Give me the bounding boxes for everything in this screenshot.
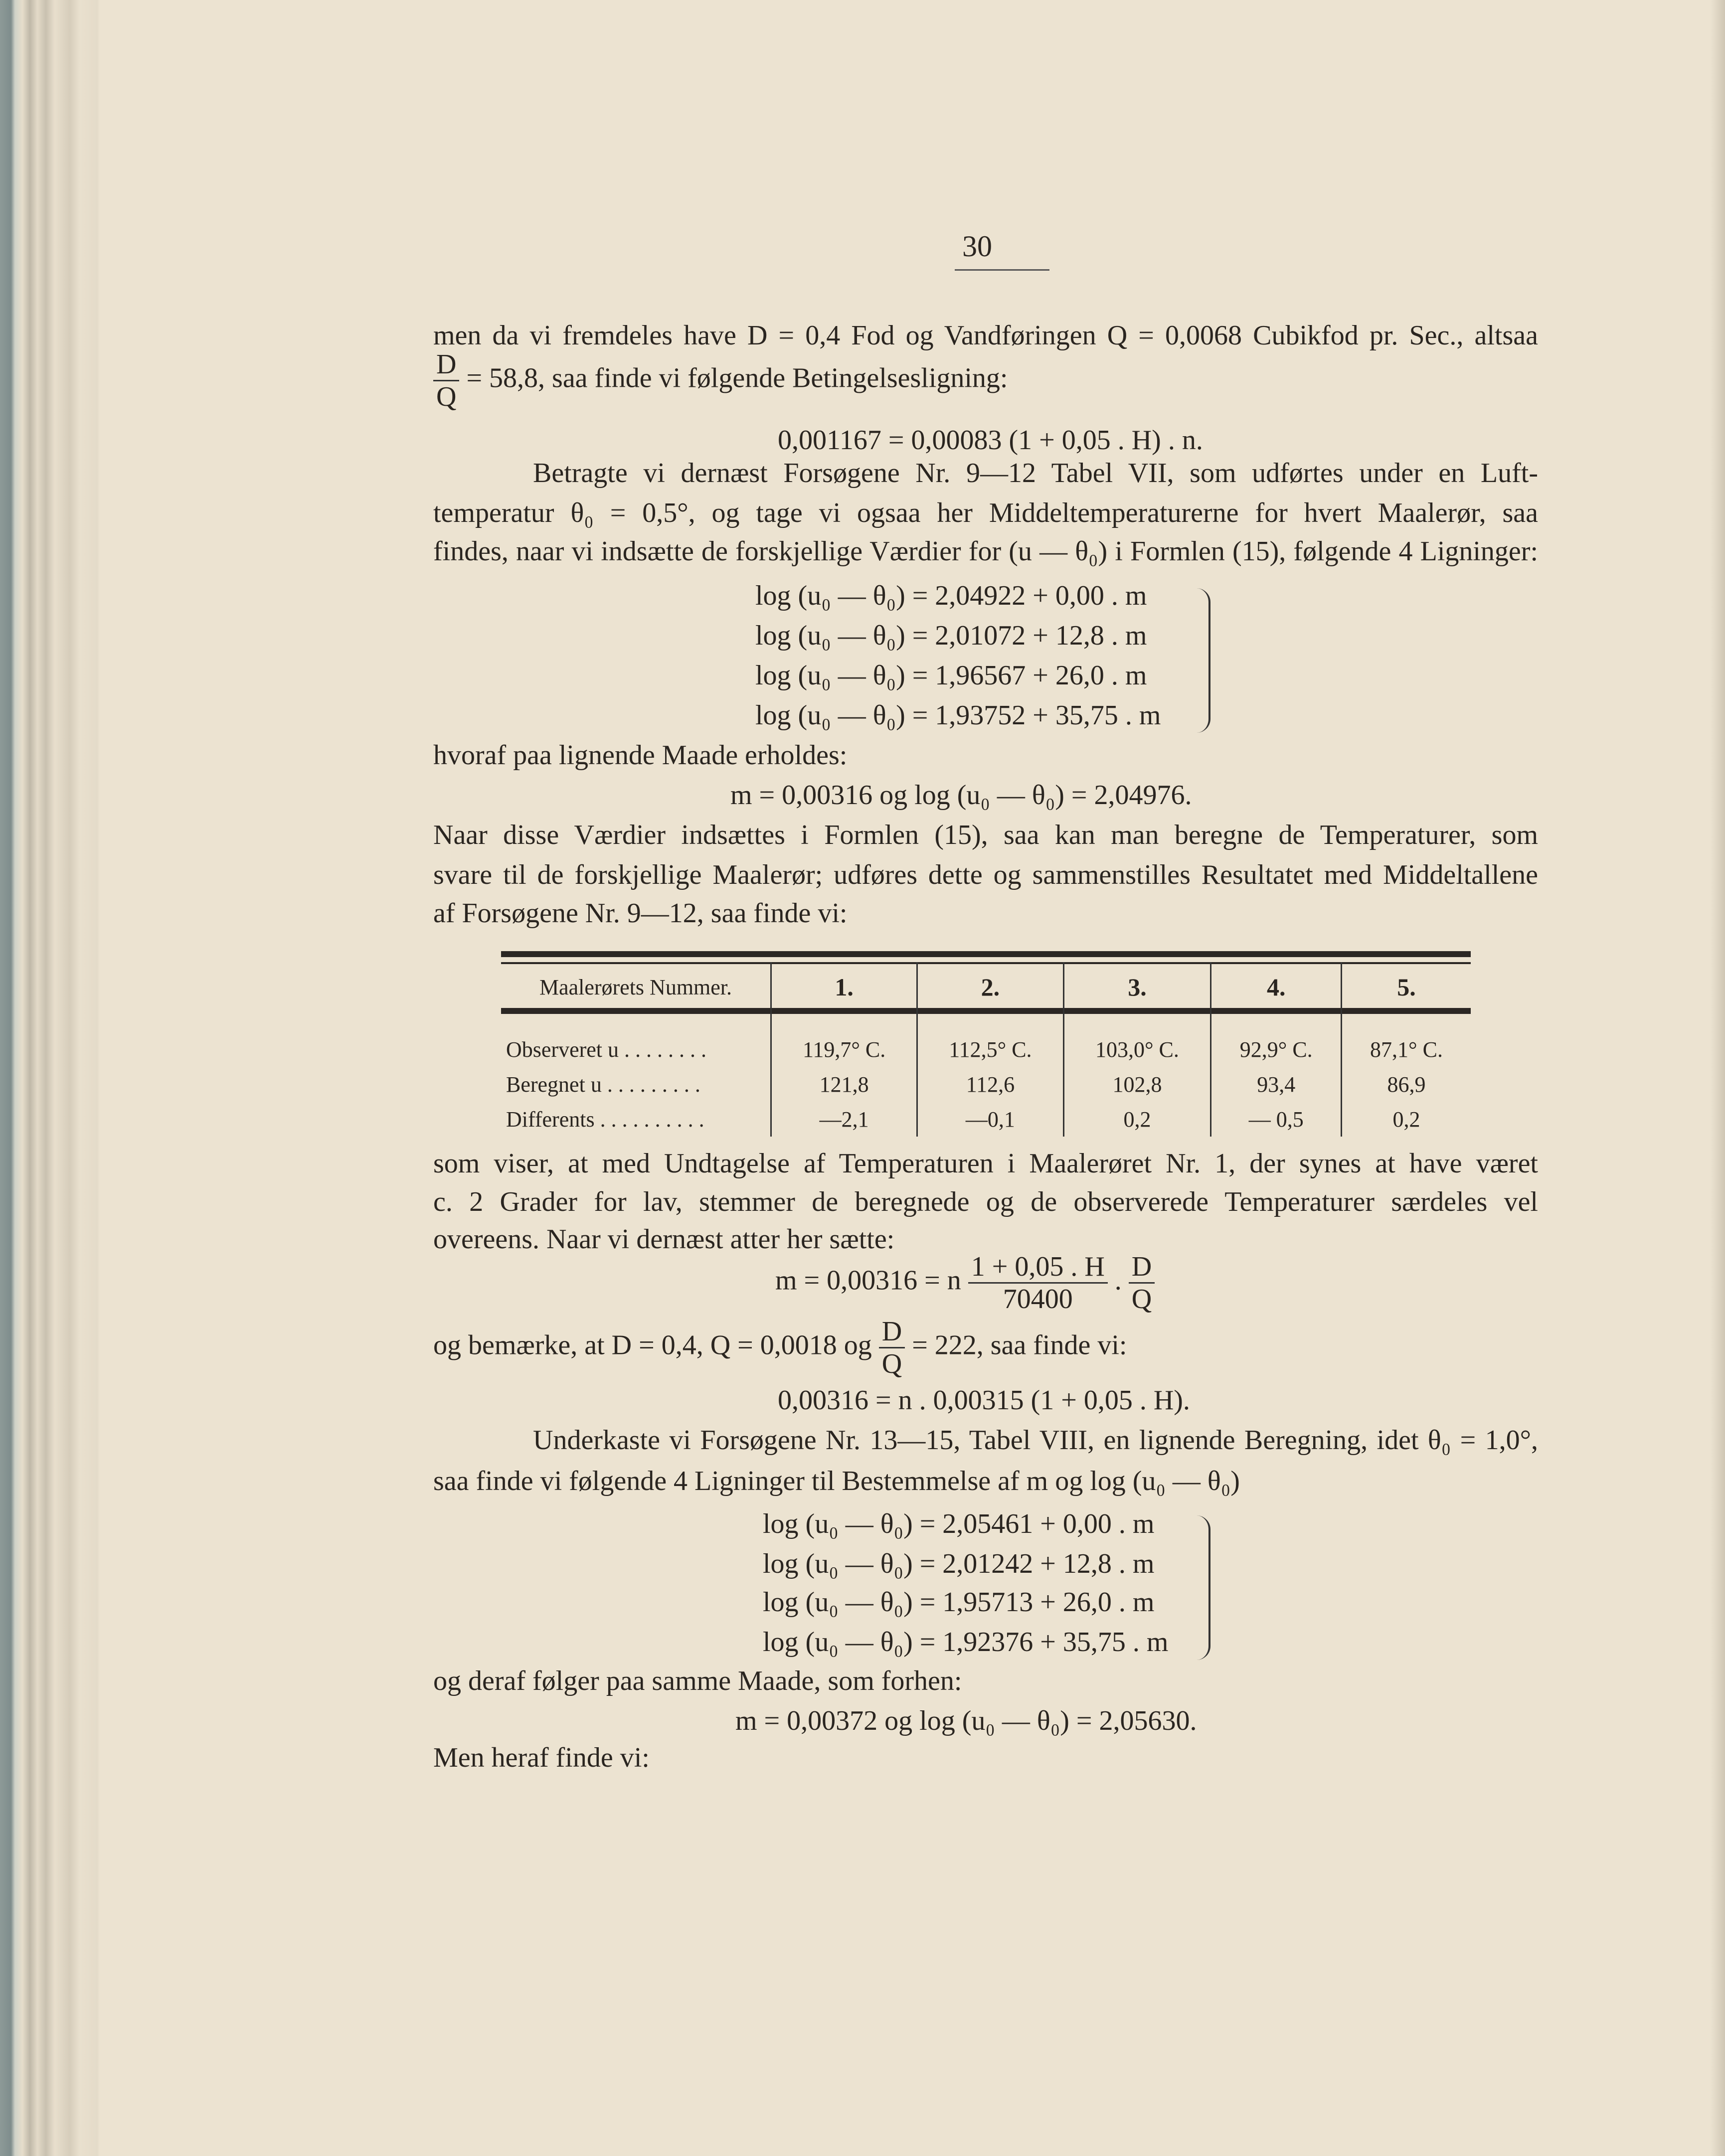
- equation: 0,001167 = 0,00083 (1 + 0,05 . H) . n.: [778, 425, 1203, 456]
- text-line: svare til de forskjellige Maalerør; udføres dette og sammenstilles Resultatet med Middeltallene: [433, 859, 1538, 890]
- numerator: D: [879, 1316, 905, 1348]
- text-line: og deraf følger paa samme Maade, som forhen:: [433, 1665, 962, 1696]
- header-cell: 3.: [1063, 962, 1211, 1012]
- numerator: 1 + 0,05 . H: [968, 1251, 1108, 1284]
- equation: m = 0,00316 og log (u₀ — θ₀) = 2,04976.: [730, 780, 1192, 811]
- cell: 112,6: [917, 1067, 1063, 1102]
- equation: m = 0,00372 og log (u₀ — θ₀) = 2,05630.: [735, 1705, 1197, 1736]
- row-label: Differents . . . . . . . . . .: [506, 1107, 704, 1132]
- header-cell: 4.: [1211, 962, 1342, 1012]
- cell: —2,1: [771, 1102, 917, 1137]
- equation: log (u₀ — θ₀) = 2,01242 + 12,8 . m: [763, 1548, 1155, 1579]
- equation: log (u₀ — θ₀) = 1,93752 + 35,75 . m: [755, 700, 1161, 731]
- cell: 119,7° C.: [771, 1012, 917, 1067]
- text-line: Men heraf finde vi:: [433, 1742, 650, 1773]
- fraction-line: [433, 1316, 1127, 1379]
- cell: 112,5° C.: [917, 1012, 1063, 1067]
- table-row: [501, 1102, 1471, 1137]
- text-line: saa finde vi følgende 4 Ligninger til Bestemmelse af m og log (u₀ — θ₀): [433, 1466, 1240, 1496]
- header-cell: 1.: [771, 962, 917, 1012]
- table-rule: [501, 951, 1471, 957]
- text: og bemærke, at D = 0,4, Q = 0,0018 og: [433, 1329, 872, 1361]
- denominator: 70400: [1003, 1284, 1073, 1315]
- cell: — 0,5: [1211, 1102, 1342, 1137]
- table-header-row: [501, 962, 1471, 1012]
- page-number: 30: [962, 230, 992, 263]
- fraction: [968, 1251, 1108, 1315]
- text-line: c. 2 Grader for lav, stemmer de beregnede og de observerede Temperaturer særdeles vel: [433, 1186, 1538, 1217]
- equation: log (u₀ — θ₀) = 2,04922 + 0,00 . m: [755, 580, 1147, 611]
- cell: 86,9: [1342, 1067, 1471, 1102]
- equation: log (u₀ — θ₀) = 1,96567 + 26,0 . m: [755, 660, 1147, 691]
- text: = 58,8, saa finde vi følgende Betingelsesligning:: [466, 362, 1008, 394]
- equation: log (u₀ — θ₀) = 1,92376 + 35,75 . m: [763, 1627, 1169, 1658]
- brace: [1197, 1515, 1210, 1660]
- numerator: D: [1129, 1251, 1155, 1284]
- cell: 93,4: [1211, 1067, 1342, 1102]
- equation: log (u₀ — θ₀) = 2,01072 + 12,8 . m: [755, 620, 1147, 651]
- text-line: som viser, at med Undtagelse af Temperaturen i Maalerøret Nr. 1, der synes at have været: [433, 1148, 1538, 1179]
- denominator: Q: [436, 381, 457, 412]
- fraction-equation: [775, 1251, 1155, 1315]
- text-line: Underkaste vi Forsøgene Nr. 13—15, Tabel VIII, en lignende Beregning, idet θ₀ = 1,0°,: [533, 1425, 1538, 1456]
- page-number-rule: [955, 269, 1049, 271]
- fraction-d-over-q: [879, 1316, 905, 1379]
- cell: 0,2: [1063, 1102, 1211, 1137]
- denominator: Q: [881, 1348, 902, 1379]
- fraction-d-over-q: [1129, 1251, 1155, 1315]
- cell: 102,8: [1063, 1067, 1211, 1102]
- text-line: men da vi fremdeles have D = 0,4 Fod og Vandføringen Q = 0,0068 Cubikfod pr. Sec., altsaa: [433, 320, 1538, 351]
- denominator: Q: [1131, 1284, 1152, 1315]
- text: m = 0,00316 = n: [775, 1265, 961, 1296]
- text-line: Betragte vi dernæst Forsøgene Nr. 9—12 Tabel VII, som udførtes under en Luft-: [533, 458, 1538, 489]
- cell: —0,1: [917, 1102, 1063, 1137]
- text-line: hvoraf paa lignende Maade erholdes:: [433, 740, 848, 771]
- row-label: Beregnet u . . . . . . . . .: [506, 1072, 700, 1097]
- cell: 121,8: [771, 1067, 917, 1102]
- fraction-d-over-q: [433, 349, 459, 412]
- cell: 92,9° C.: [1211, 1012, 1342, 1067]
- cell: 87,1° C.: [1342, 1012, 1471, 1067]
- text: = 222, saa finde vi:: [912, 1329, 1127, 1361]
- cell: 103,0° C.: [1063, 1012, 1211, 1067]
- brace: [1197, 588, 1210, 733]
- text-line: findes, naar vi indsætte de forskjellige Værdier for (u — θ₀) i Formlen (15), følgende 4 Ligninger:: [433, 536, 1538, 567]
- equation: log (u₀ — θ₀) = 2,05461 + 0,00 . m: [763, 1508, 1155, 1539]
- cell: 0,2: [1342, 1102, 1471, 1137]
- equation: log (u₀ — θ₀) = 1,95713 + 26,0 . m: [763, 1587, 1155, 1618]
- text: .: [1114, 1265, 1122, 1296]
- row-label: Observeret u . . . . . . . .: [506, 1037, 707, 1062]
- measurement-table: [501, 962, 1471, 1137]
- text-line: overeens. Naar vi dernæst atter her sætte:: [433, 1224, 895, 1255]
- book-binding-edge: [0, 0, 100, 2156]
- fraction-line: [433, 349, 1008, 412]
- header-cell: Maalerørets Nummer.: [539, 975, 732, 999]
- table-row: [501, 1012, 1471, 1067]
- page-edge: [1710, 0, 1725, 2156]
- header-cell: 2.: [917, 962, 1063, 1012]
- numerator: D: [433, 349, 459, 381]
- text-line: Naar disse Værdier indsættes i Formlen (15), saa kan man beregne de Temperaturer, som: [433, 820, 1538, 850]
- text-line: af Forsøgene Nr. 9—12, saa finde vi:: [433, 898, 848, 929]
- header-cell: 5.: [1342, 962, 1471, 1012]
- table-row: [501, 1067, 1471, 1102]
- text-line: temperatur θ₀ = 0,5°, og tage vi ogsaa her Middeltemperaturerne for hvert Maalerør, saa: [433, 498, 1538, 528]
- equation: 0,00316 = n . 0,00315 (1 + 0,05 . H).: [778, 1385, 1190, 1416]
